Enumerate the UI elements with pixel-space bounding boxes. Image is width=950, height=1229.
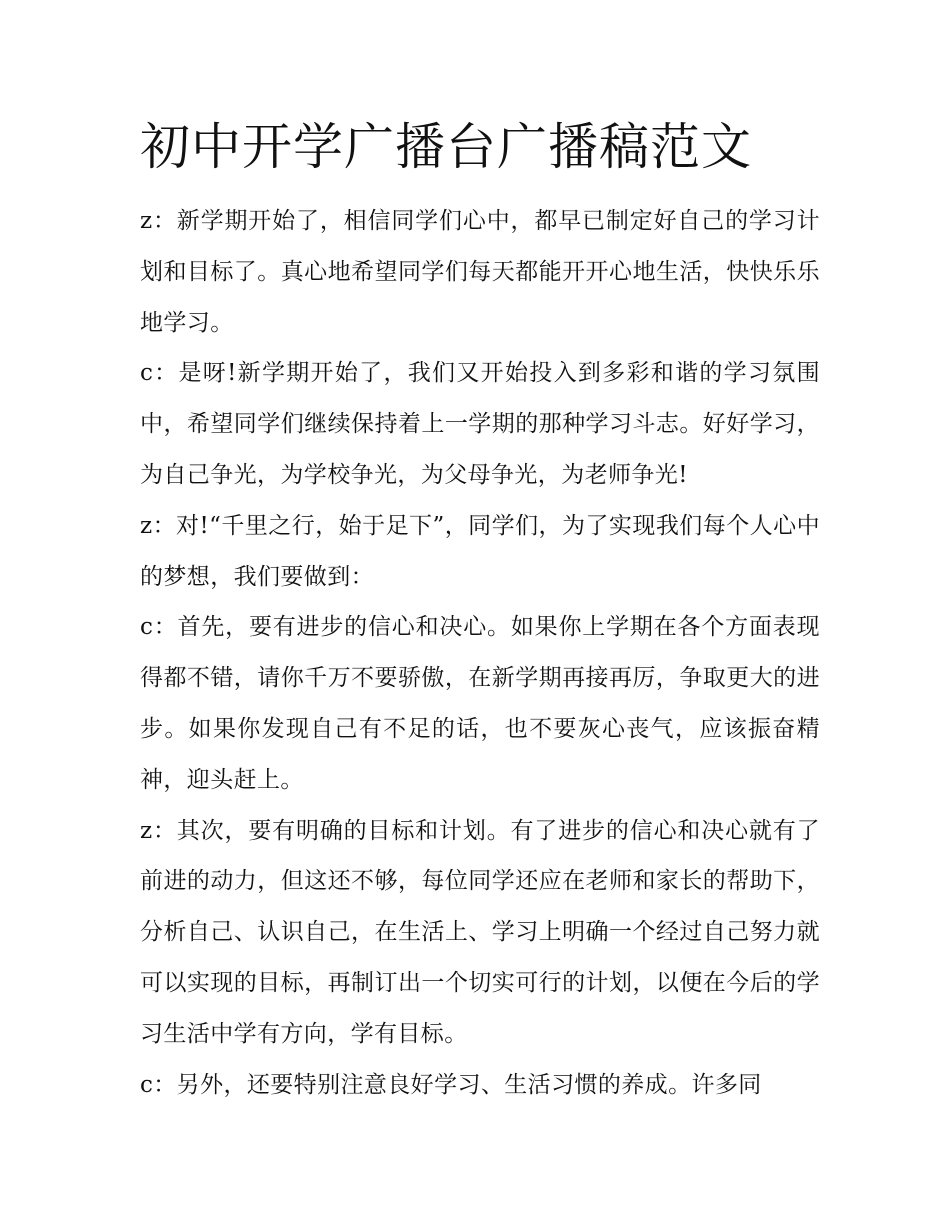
paragraph-2: c：是呀!新学期开始了，我们又开始投入到多彩和谐的学习氛围中，希望同学们继续保持着上一学期的那种学习斗志。好好学习，为自己争光，为学校争光，为父母争光，为老师争光! [140, 360, 820, 488]
paragraph-4: c：首先，要有进步的信心和决心。如果你上学期在各个方面表现得都不错，请你千万不要骄傲，在新学期再接再厉，争取更大的进步。如果你发现自己有不足的话，也不要灰心丧气，应该振奋精神，迎头赶上。 [140, 614, 820, 793]
paragraph-1: z：新学期开始了，相信同学们心中，都早已制定好自己的学习计划和目标了。真心地希望同学们每天都能开开心地生活，快快乐乐地学习。 [140, 208, 820, 336]
document-title: 初中开学广播台广播稿范文 [140, 118, 752, 176]
paragraph-5: z：其次，要有明确的目标和计划。有了进步的信心和决心就有了前进的动力，但这还不够，每位同学还应在老师和家长的帮助下，分析自己、认识自己，在生活上、学习上明确一个经过自己努力就可以实现的目标，再制订出一个切实可行的计划，以便在今后的学习生活中学有方向，学有目标。 [140, 817, 820, 1047]
document-page [140, 112, 820, 1110]
paragraph-3: z：对!“千里之行，始于足下”，同学们，为了实现我们每个人心中的梦想，我们要做到： [140, 512, 820, 590]
paragraph-6: c：另外，还要特别注意良好学习、生活习惯的养成。许多同 [140, 1071, 762, 1098]
